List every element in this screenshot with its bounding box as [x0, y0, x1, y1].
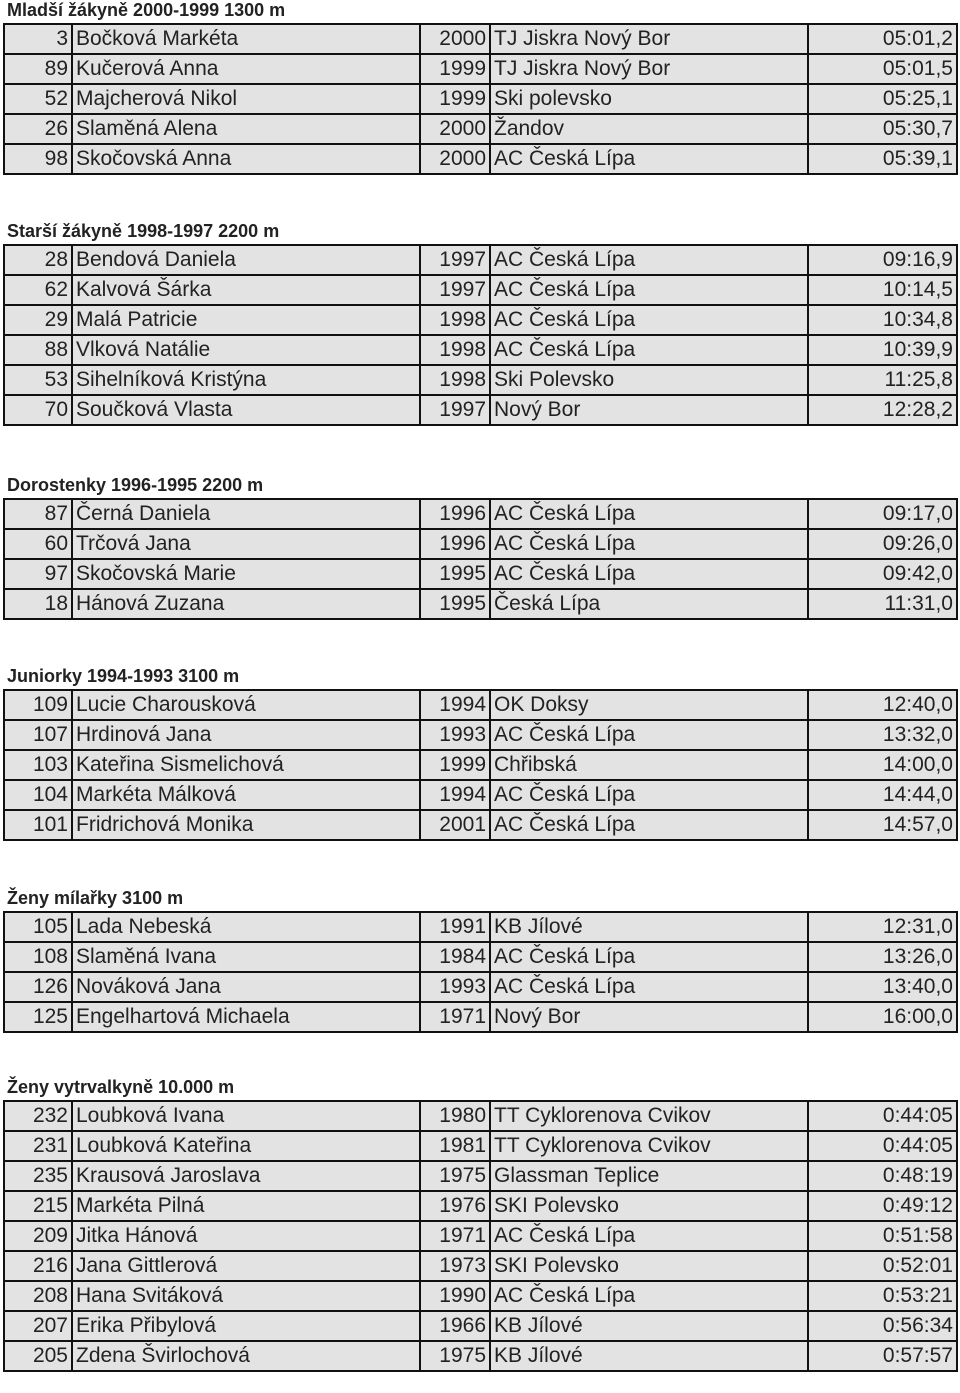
table-row [4, 912, 957, 942]
club-cell: AC Česká Lípa [490, 780, 808, 810]
results-table [3, 689, 958, 841]
bib-number-cell: 26 [4, 114, 72, 144]
table-row [4, 720, 957, 750]
bib-number-cell: 52 [4, 84, 72, 114]
table-row [4, 972, 957, 1002]
finish-time-cell: 14:57,0 [808, 810, 957, 840]
bib-number-cell: 231 [4, 1131, 72, 1161]
table-row [4, 245, 957, 275]
club-cell: TJ Jiskra Nový Bor [490, 24, 808, 54]
athlete-name-cell: Jana Gittlerová [72, 1251, 420, 1281]
finish-time-cell: 12:31,0 [808, 912, 957, 942]
finish-time-cell: 0:52:01 [808, 1251, 957, 1281]
athlete-name-cell: Loubková Ivana [72, 1101, 420, 1131]
birth-year-cell: 1966 [420, 1311, 490, 1341]
bib-number-cell: 18 [4, 589, 72, 619]
finish-time-cell: 0:48:19 [808, 1161, 957, 1191]
bib-number-cell: 107 [4, 720, 72, 750]
finish-time-cell: 05:01,5 [808, 54, 957, 84]
table-row [4, 395, 957, 425]
table-row [4, 1251, 957, 1281]
results-table [3, 911, 958, 1033]
club-cell: TT Cyklorenova Cvikov [490, 1101, 808, 1131]
athlete-name-cell: Markéta Málková [72, 780, 420, 810]
athlete-name-cell: Krausová Jaroslava [72, 1161, 420, 1191]
section-title: Juniorky 1994-1993 3100 m [7, 666, 240, 686]
finish-time-cell: 13:26,0 [808, 942, 957, 972]
birth-year-cell: 1984 [420, 942, 490, 972]
club-cell: Ski Polevsko [490, 365, 808, 395]
club-cell: Ski polevsko [490, 84, 808, 114]
result-section [0, 475, 960, 620]
club-cell: AC Česká Lípa [490, 810, 808, 840]
finish-time-cell: 05:30,7 [808, 114, 957, 144]
bib-number-cell: 108 [4, 942, 72, 972]
bib-number-cell: 105 [4, 912, 72, 942]
finish-time-cell: 0:56:34 [808, 1311, 957, 1341]
club-cell: AC Česká Lípa [490, 245, 808, 275]
birth-year-cell: 1997 [420, 245, 490, 275]
table-row [4, 1101, 957, 1131]
club-cell: AC Česká Lípa [490, 1281, 808, 1311]
finish-time-cell: 13:40,0 [808, 972, 957, 1002]
result-section [0, 888, 960, 1033]
club-cell: Nový Bor [490, 1002, 808, 1032]
table-row [4, 305, 957, 335]
club-cell: TJ Jiskra Nový Bor [490, 54, 808, 84]
finish-time-cell: 16:00,0 [808, 1002, 957, 1032]
table-row [4, 690, 957, 720]
athlete-name-cell: Kučerová Anna [72, 54, 420, 84]
table-row [4, 144, 957, 174]
athlete-name-cell: Lada Nebeská [72, 912, 420, 942]
bib-number-cell: 208 [4, 1281, 72, 1311]
birth-year-cell: 1971 [420, 1221, 490, 1251]
athlete-name-cell: Majcherová Nikol [72, 84, 420, 114]
birth-year-cell: 1998 [420, 335, 490, 365]
finish-time-cell: 09:17,0 [808, 499, 957, 529]
birth-year-cell: 1996 [420, 529, 490, 559]
bib-number-cell: 62 [4, 275, 72, 305]
birth-year-cell: 2000 [420, 144, 490, 174]
birth-year-cell: 1997 [420, 275, 490, 305]
birth-year-cell: 1998 [420, 305, 490, 335]
bib-number-cell: 216 [4, 1251, 72, 1281]
birth-year-cell: 1993 [420, 972, 490, 1002]
bib-number-cell: 97 [4, 559, 72, 589]
athlete-name-cell: Malá Patricie [72, 305, 420, 335]
table-row [4, 810, 957, 840]
birth-year-cell: 1999 [420, 750, 490, 780]
club-cell: KB Jílové [490, 1341, 808, 1371]
bib-number-cell: 104 [4, 780, 72, 810]
table-row [4, 1002, 957, 1032]
finish-time-cell: 09:16,9 [808, 245, 957, 275]
club-cell: Česká Lípa [490, 589, 808, 619]
table-row [4, 275, 957, 305]
table-row [4, 1191, 957, 1221]
result-section [0, 221, 960, 426]
club-cell: Žandov [490, 114, 808, 144]
club-cell: SKI Polevsko [490, 1191, 808, 1221]
finish-time-cell: 14:44,0 [808, 780, 957, 810]
club-cell: Glassman Teplice [490, 1161, 808, 1191]
club-cell: Chřibská [490, 750, 808, 780]
finish-time-cell: 13:32,0 [808, 720, 957, 750]
athlete-name-cell: Kalvová Šárka [72, 275, 420, 305]
result-section [0, 666, 960, 841]
finish-time-cell: 14:00,0 [808, 750, 957, 780]
birth-year-cell: 1994 [420, 780, 490, 810]
club-cell: AC Česká Lípa [490, 720, 808, 750]
athlete-name-cell: Součková Vlasta [72, 395, 420, 425]
birth-year-cell: 1999 [420, 54, 490, 84]
bib-number-cell: 88 [4, 335, 72, 365]
table-row [4, 499, 957, 529]
club-cell: AC Česká Lípa [490, 972, 808, 1002]
table-row [4, 1131, 957, 1161]
finish-time-cell: 05:25,1 [808, 84, 957, 114]
finish-time-cell: 0:57:57 [808, 1341, 957, 1371]
table-row [4, 54, 957, 84]
club-cell: AC Česká Lípa [490, 335, 808, 365]
finish-time-cell: 10:39,9 [808, 335, 957, 365]
table-row [4, 750, 957, 780]
finish-time-cell: 0:53:21 [808, 1281, 957, 1311]
table-row [4, 559, 957, 589]
birth-year-cell: 1971 [420, 1002, 490, 1032]
result-section [0, 1077, 960, 1372]
athlete-name-cell: Lucie Charousková [72, 690, 420, 720]
birth-year-cell: 1993 [420, 720, 490, 750]
athlete-name-cell: Trčová Jana [72, 529, 420, 559]
table-row [4, 1221, 957, 1251]
results-table [3, 23, 958, 175]
table-row [4, 780, 957, 810]
club-cell: AC Česká Lípa [490, 529, 808, 559]
finish-time-cell: 0:44:05 [808, 1131, 957, 1161]
finish-time-cell: 0:51:58 [808, 1221, 957, 1251]
table-row [4, 589, 957, 619]
birth-year-cell: 1975 [420, 1161, 490, 1191]
club-cell: AC Česká Lípa [490, 305, 808, 335]
athlete-name-cell: Hánová Zuzana [72, 589, 420, 619]
birth-year-cell: 1999 [420, 84, 490, 114]
finish-time-cell: 09:42,0 [808, 559, 957, 589]
bib-number-cell: 205 [4, 1341, 72, 1371]
athlete-name-cell: Hana Svitáková [72, 1281, 420, 1311]
table-row [4, 24, 957, 54]
bib-number-cell: 215 [4, 1191, 72, 1221]
athlete-name-cell: Sihelníková Kristýna [72, 365, 420, 395]
athlete-name-cell: Zdena Švirlochová [72, 1341, 420, 1371]
bib-number-cell: 53 [4, 365, 72, 395]
birth-year-cell: 1995 [420, 559, 490, 589]
table-row [4, 114, 957, 144]
table-row [4, 335, 957, 365]
athlete-name-cell: Nováková Jana [72, 972, 420, 1002]
finish-time-cell: 11:25,8 [808, 365, 957, 395]
athlete-name-cell: Vlková Natálie [72, 335, 420, 365]
table-row [4, 365, 957, 395]
athlete-name-cell: Loubková Kateřina [72, 1131, 420, 1161]
bib-number-cell: 3 [4, 24, 72, 54]
table-row [4, 1281, 957, 1311]
finish-time-cell: 0:49:12 [808, 1191, 957, 1221]
birth-year-cell: 1994 [420, 690, 490, 720]
birth-year-cell: 1980 [420, 1101, 490, 1131]
section-title: Ženy vytrvalkyně 10.000 m [7, 1077, 235, 1097]
birth-year-cell: 1996 [420, 499, 490, 529]
athlete-name-cell: Erika Přibylová [72, 1311, 420, 1341]
bib-number-cell: 235 [4, 1161, 72, 1191]
bib-number-cell: 103 [4, 750, 72, 780]
table-row [4, 84, 957, 114]
bib-number-cell: 126 [4, 972, 72, 1002]
bib-number-cell: 98 [4, 144, 72, 174]
finish-time-cell: 09:26,0 [808, 529, 957, 559]
bib-number-cell: 209 [4, 1221, 72, 1251]
finish-time-cell: 10:34,8 [808, 305, 957, 335]
bib-number-cell: 125 [4, 1002, 72, 1032]
results-table [3, 498, 958, 620]
finish-time-cell: 11:31,0 [808, 589, 957, 619]
finish-time-cell: 05:01,2 [808, 24, 957, 54]
club-cell: SKI Polevsko [490, 1251, 808, 1281]
results-table [3, 244, 958, 426]
athlete-name-cell: Markéta Pilná [72, 1191, 420, 1221]
athlete-name-cell: Engelhartová Michaela [72, 1002, 420, 1032]
athlete-name-cell: Jitka Hánová [72, 1221, 420, 1251]
birth-year-cell: 1975 [420, 1341, 490, 1371]
club-cell: OK Doksy [490, 690, 808, 720]
athlete-name-cell: Bendová Daniela [72, 245, 420, 275]
birth-year-cell: 1991 [420, 912, 490, 942]
birth-year-cell: 1997 [420, 395, 490, 425]
bib-number-cell: 60 [4, 529, 72, 559]
club-cell: AC Česká Lípa [490, 275, 808, 305]
bib-number-cell: 232 [4, 1101, 72, 1131]
birth-year-cell: 2001 [420, 810, 490, 840]
finish-time-cell: 05:39,1 [808, 144, 957, 174]
birth-year-cell: 1998 [420, 365, 490, 395]
section-title: Starší žákyně 1998-1997 2200 m [7, 221, 280, 241]
bib-number-cell: 29 [4, 305, 72, 335]
finish-time-cell: 0:44:05 [808, 1101, 957, 1131]
birth-year-cell: 2000 [420, 24, 490, 54]
bib-number-cell: 89 [4, 54, 72, 84]
birth-year-cell: 1995 [420, 589, 490, 619]
table-row [4, 1161, 957, 1191]
table-row [4, 942, 957, 972]
finish-time-cell: 12:40,0 [808, 690, 957, 720]
bib-number-cell: 28 [4, 245, 72, 275]
birth-year-cell: 2000 [420, 114, 490, 144]
bib-number-cell: 70 [4, 395, 72, 425]
result-section [0, 0, 960, 175]
athlete-name-cell: Hrdinová Jana [72, 720, 420, 750]
birth-year-cell: 1981 [420, 1131, 490, 1161]
club-cell: AC Česká Lípa [490, 1221, 808, 1251]
bib-number-cell: 87 [4, 499, 72, 529]
athlete-name-cell: Bočková Markéta [72, 24, 420, 54]
table-row [4, 1341, 957, 1371]
club-cell: AC Česká Lípa [490, 144, 808, 174]
athlete-name-cell: Černá Daniela [72, 499, 420, 529]
athlete-name-cell: Slaměná Ivana [72, 942, 420, 972]
birth-year-cell: 1973 [420, 1251, 490, 1281]
club-cell: AC Česká Lípa [490, 559, 808, 589]
club-cell: AC Česká Lípa [490, 499, 808, 529]
section-title: Dorostenky 1996-1995 2200 m [7, 475, 264, 495]
club-cell: Nový Bor [490, 395, 808, 425]
bib-number-cell: 207 [4, 1311, 72, 1341]
athlete-name-cell: Fridrichová Monika [72, 810, 420, 840]
results-table [3, 1100, 958, 1372]
club-cell: KB Jílové [490, 1311, 808, 1341]
birth-year-cell: 1990 [420, 1281, 490, 1311]
table-row [4, 529, 957, 559]
bib-number-cell: 101 [4, 810, 72, 840]
birth-year-cell: 1976 [420, 1191, 490, 1221]
athlete-name-cell: Skočovská Anna [72, 144, 420, 174]
section-title: Mladší žákyně 2000-1999 1300 m [7, 0, 286, 20]
finish-time-cell: 12:28,2 [808, 395, 957, 425]
club-cell: TT Cyklorenova Cvikov [490, 1131, 808, 1161]
finish-time-cell: 10:14,5 [808, 275, 957, 305]
section-title: Ženy mílařky 3100 m [7, 888, 184, 908]
athlete-name-cell: Kateřina Sismelichová [72, 750, 420, 780]
athlete-name-cell: Skočovská Marie [72, 559, 420, 589]
table-row [4, 1311, 957, 1341]
club-cell: AC Česká Lípa [490, 942, 808, 972]
bib-number-cell: 109 [4, 690, 72, 720]
athlete-name-cell: Slaměná Alena [72, 114, 420, 144]
club-cell: KB Jílové [490, 912, 808, 942]
